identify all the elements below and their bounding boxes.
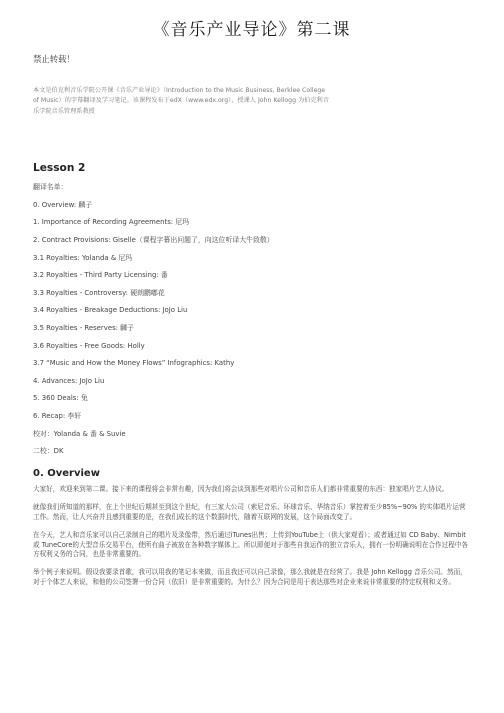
proofreader-item: 校对：Yolanda & 番 & Suvie (33, 429, 126, 438)
page-title: 《音乐产业导论》第二课 (152, 20, 351, 40)
credit-item: 2. Contract Provisions: Giselle（课程字幕出问题了，向这位听译大牛致敬） (33, 236, 274, 244)
repost-notice: 禁止转载！ (33, 54, 75, 64)
credit-item: 6. Recap: 李轩 (33, 411, 82, 420)
credits-label: 翻译名单： (33, 183, 68, 192)
credit-item: 3.1 Royalties: Yolanda & 尼玛 (33, 253, 133, 262)
credit-item: 3.6 Royalties - Free Goods: Holly (33, 341, 145, 350)
credit-item: 3.5 Royalties - Reserves: 麟子 (33, 323, 134, 332)
credit-item: 0. Overview: 麟子 (33, 200, 93, 209)
credits-list (33, 183, 470, 455)
credit-item: 3.4 Royalties - Breakage Deductions: JoJo Liu (33, 306, 188, 315)
paragraph: 就像我们所知道的那样，在上个世纪后期甚至到这个世纪，有三家大公司（索尼音乐、环球音乐、华纳音乐）掌控着至少85%~90% 的实体唱片运营工作。然而，让人兴奋并且感到重要的是，在我们成长的这个数据时代，随着互联网的发展，这个局面改变了。 (33, 503, 466, 521)
credit-item: 4. Advances: JoJo Liu (33, 376, 105, 385)
intro-text: 本文是伯克利音乐学院公开课《音乐产业导论》（Introduction to the Music Business, Berklee College of Music）的字幕翻译及学习笔记。该课程发布于edX（www.edx.org），授课人 John Kellogg 为伯克利音乐学院音乐管理系教授 (33, 87, 329, 115)
paragraph: 举个例子来说明。假设我要录首歌，我可以用我的笔记本来做，而且我还可以自己录像，那么我就是在经营了。我是 John Kellogg 音乐公司。然而，对于个体艺人来说，和他的公司签署一份合同（依旧）是非常重要的。为什么？因为合同是用于表达那些对企业来说非常重要的特定权利和义务。 (33, 568, 467, 586)
credit-item: 3.3 Royalties - Controversy: 硬朗鹏嘟花 (33, 288, 165, 297)
credit-item: 3.2 Royalties - Third Party Licensing: 番 (33, 271, 168, 280)
paragraph: 在今天，艺人和音乐家可以自己录制自己的唱片及录像带，然后通过iTunes出售；上传到YouTube上（供大家观看）；或者通过如 CD Baby、Nimbit 或 TuneCore的大型音乐交易平台，使所有曲子被放在各种数字媒体上。所以即便对于那些自我运作的独立音乐人，拥有一份明确说明在合作过程中各方权利义务的合同，也是非常重要的。 (33, 530, 469, 559)
second-proofreader-item: 二校：DK (33, 447, 64, 456)
paragraph: 大家好，欢迎来到第二课。接下来的课程将会非常有趣，因为我们将会谈到那些对唱片公司和音乐人们都非常重要的东西：独家唱片艺人协议。 (33, 485, 449, 494)
lesson-heading: Lesson 2 (33, 162, 86, 175)
credit-item: 5. 360 Deals: 兔 (33, 394, 88, 403)
overview-body (33, 485, 470, 587)
credit-item: 3.7 “Music and How the Money Flows” Infographics: Kathy (33, 359, 235, 368)
credit-item: 1. Importance of Recording Agreements: 尼玛 (33, 218, 190, 227)
section-heading-overview: 0. Overview (33, 468, 100, 480)
